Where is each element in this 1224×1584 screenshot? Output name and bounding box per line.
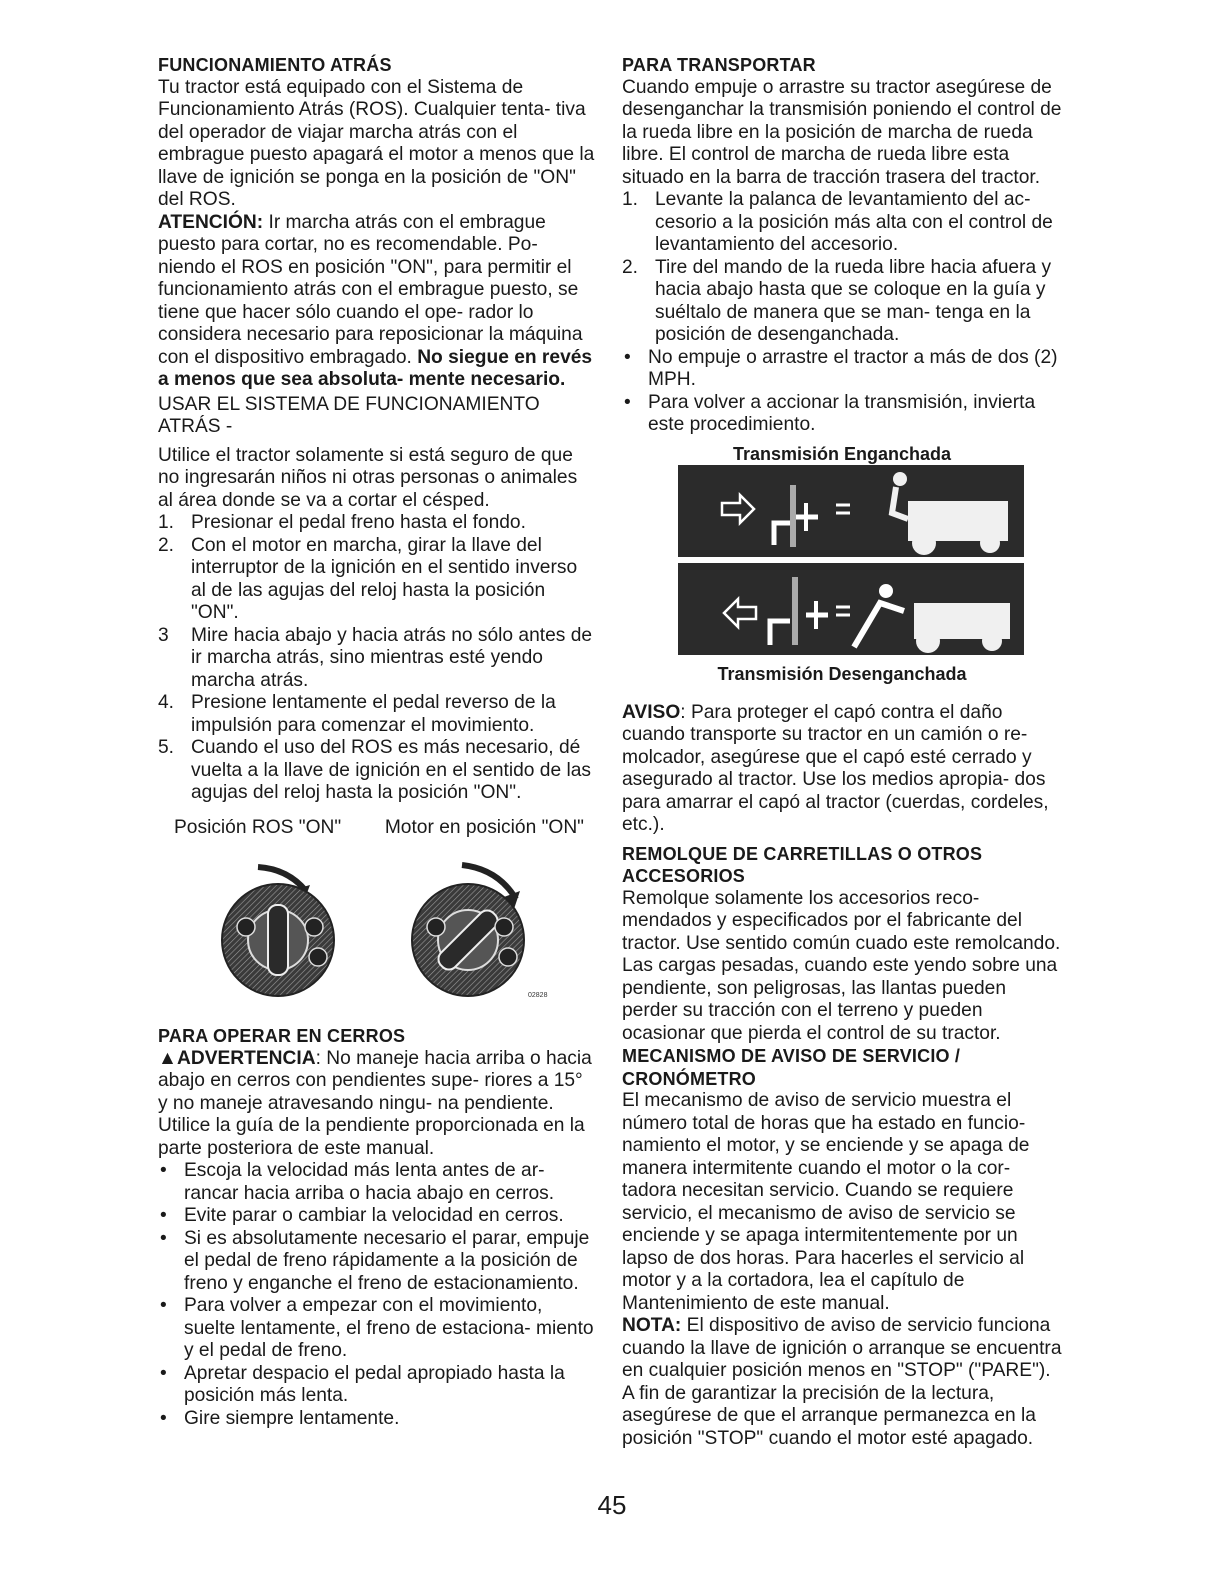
paragraph-aviso — [622, 702, 1062, 837]
paragraph-nota — [622, 1315, 1062, 1450]
engaged-illustration — [678, 465, 1024, 557]
heading-para-transportar: PARA TRANSPORTAR — [622, 55, 816, 75]
step-number: 2. — [158, 534, 175, 556]
bullet-text: Evite parar o cambiar la velocidad en cerros. — [184, 1205, 564, 1226]
step-number: 1. — [158, 512, 175, 533]
page-number: 45 — [597, 1490, 627, 1520]
paragraph-atencion — [158, 212, 596, 392]
warning-triangle-icon: ▲ — [158, 1047, 177, 1069]
list-item — [622, 392, 1062, 437]
list-item — [158, 1160, 596, 1205]
list-item — [158, 512, 596, 535]
list-item — [158, 1363, 596, 1408]
step-text: Levante la palanca de levantamiento del ac- cesorio a la posición más alta con el control de levantamiento del accesorio. — [655, 189, 1053, 255]
paragraph-advertencia — [158, 1048, 596, 1161]
list-item — [158, 1228, 596, 1296]
bullet-icon: • — [160, 1295, 167, 1316]
aviso-label: AVISO — [622, 701, 681, 723]
bullet-text: Para volver a empezar con el movimiento, suelte lentamente, el freno de estaciona- miento y el pedal de freno. — [184, 1295, 594, 1361]
step-number: 4. — [158, 692, 175, 713]
bullet-text: Gire siempre lentamente. — [184, 1407, 400, 1429]
caption-motor-on: Motor en posición "ON" — [384, 816, 584, 838]
list-item — [622, 257, 1062, 347]
heading-funcionamiento-atras: FUNCIONAMIENTO ATRÁS — [158, 55, 392, 75]
steps-list-ros — [158, 512, 596, 805]
bullet-icon: • — [624, 346, 631, 368]
figure-code: 02828 — [528, 992, 548, 999]
transmission-engaged-panel — [678, 465, 1024, 557]
step-text: Presione lentamente el pedal reverso de la impulsión para comenzar el movimiento. — [191, 692, 556, 736]
heading-remolque: REMOLQUE DE CARRETILLAS O OTROS ACCESORIOS — [622, 843, 983, 886]
bullet-icon: • — [160, 1227, 167, 1249]
ignition-switch-figure — [158, 845, 596, 1015]
step-number: 1. — [622, 189, 639, 210]
bullet-icon: • — [160, 1362, 167, 1384]
list-item — [622, 189, 1062, 257]
bullet-text: Escoja la velocidad más lenta antes de ar- rancar hacia arriba o hacia abajo en cerros. — [184, 1160, 555, 1204]
paragraph-remolque: Remolque solamente los accesorios reco- mendados y especificados por el fabricante del tractor. Use sentido común cuado este remolcando. Las cargas pesadas, cuando este yendo sobre una pendiente, son peligrosas, las llantas pueden perder su tracción con el terreno y pueden ocasionar que pierda el control de su tractor. — [622, 887, 1061, 1044]
disengaged-illustration — [678, 563, 1024, 655]
step-number: 5. — [158, 737, 175, 758]
list-item — [158, 625, 596, 693]
paragraph-transportar: Cuando empuje o arrastre su tractor asegúrese de desenganchar la transmisión poniendo el control de la rueda libre en la posición de marcha de rueda libre. El control de marcha de rueda libre esta situado en la barra de tracción trasera del tractor. — [622, 76, 1062, 188]
subheading-usar-sistema: USAR EL SISTEMA DE FUNCIONAMIENTO ATRÁS - — [158, 393, 540, 437]
bullet-icon: • — [160, 1205, 167, 1226]
left-column — [158, 54, 596, 1430]
caption-transmision-enganchada: Transmisión Enganchada — [732, 443, 952, 464]
steps-list-transport — [622, 189, 1062, 347]
bullet-text: Apretar despacio el pedal apropiado hasta la posición más lenta. — [184, 1362, 565, 1406]
atencion-label: ATENCIÓN: — [158, 211, 264, 233]
ignition-switch-illustration — [158, 845, 596, 1015]
nota-label: NOTA: — [622, 1315, 682, 1336]
list-item — [158, 692, 596, 737]
nota-text: El dispositivo de aviso de servicio funciona cuando la llave de ignición o arranque se encuentra en cualquier posición menos en "STOP" ("PARE"). A fin de garantizar la precisión de la lectura, asegúrese de que el arranque permanezca en la posición "STOP" cuando el motor esté apagado. — [622, 1315, 1062, 1449]
bullets-list-transport — [622, 347, 1062, 437]
step-number: 2. — [622, 256, 639, 278]
paragraph-ros-intro: Tu tractor está equipado con el Sistema de Funcionamiento Atrás (ROS). Cualquier tenta- tiva del operador de viajar marcha atrás con el embrague puesto apagará el motor a menos que la llave de ignición se ponga en la posición de "ON" del ROS. — [158, 76, 595, 210]
step-text: Cuando el uso del ROS es más necesario, dé vuelta a la llave de ignición en el sentido de las agujas del reloj hasta la posición "ON". — [191, 737, 592, 803]
bullet-text: No empuje o arrastre el tractor a más de dos (2) MPH. — [648, 346, 1058, 390]
bullet-text: Si es absolutamente necesario el parar, empuje el pedal de freno rápidamente a la posición de freno y enganche el freno de estacionamiento. — [184, 1227, 590, 1294]
advertencia-text: : No maneje hacia arriba o hacia abajo en cerros con pendientes supe- riores a 15° y no maneje atravesando ningu- na pendiente. Utilice la guía de la pendiente proporcionada en la parte posteriora de este manual. — [158, 1047, 592, 1159]
list-item — [158, 535, 596, 625]
aviso-text: : Para proteger el capó contra el daño cuando transporte su tractor en un camión o re- molcador, asegúrese que el capó esté cerrado y asegurado al tractor. Use los medios apropia- dos para amarrar el capó al tractor (cuerdas, cordeles, etc.). — [622, 701, 1049, 835]
ignition-figure-captions — [158, 817, 596, 840]
list-item — [622, 347, 1062, 392]
bullet-text: Para volver a accionar la transmisión, invierta este procedimiento. — [648, 391, 1036, 435]
bullet-icon: • — [160, 1160, 167, 1181]
step-text: Presionar el pedal freno hasta el fondo. — [191, 512, 526, 533]
bullets-list-cerros — [158, 1160, 596, 1430]
list-item — [158, 1295, 596, 1363]
transmission-disengaged-panel — [678, 563, 1024, 655]
right-column — [622, 54, 1062, 1450]
list-item — [158, 737, 596, 805]
bullet-icon: • — [160, 1407, 167, 1429]
heading-mecanismo-aviso: MECANISMO DE AVISO DE SERVICIO / CRONÓMETRO — [622, 1046, 961, 1089]
paragraph-utilice-tractor: Utilice el tractor solamente si está seguro de que no ingresarán niños ni otras personas o animales al área donde se va a cortar el césped. — [158, 444, 578, 511]
list-item — [158, 1408, 596, 1431]
step-number: 3 — [158, 624, 169, 646]
paragraph-mecanismo: El mecanismo de aviso de servicio muestra el número total de horas que ha estado en funcio- namiento el motor, y se enciende y se apaga de manera intermitente cuando el motor o la cor- tadora necesitan servicio. Cuando se requiere servicio, el mecanismo de aviso de servicio se enciende y se apaga intermitentemente por un lapso de dos horas. Para hacerles el servicio al motor y a la cortadora, lea el capítulo de Mantenimiento de este manual. — [622, 1090, 1030, 1314]
atencion-bold-text: No siegue en revés a menos que sea absoluta- mente necesario. — [158, 346, 593, 390]
atencion-text: Ir marcha atrás con el embrague puesto para cortar, no es recomendable. Po- niendo el ROS en posición "ON", para permitir el funcionamiento atrás con el embrague puesto, se tiene que hacer sólo cuando el ope- rador lo considera necesario para reposicionar la máquina con el dispositivo embragado. — [158, 211, 583, 368]
caption-transmision-desenganchada: Transmisión Desenganchada — [717, 664, 967, 684]
step-text: Con el motor en marcha, girar la llave del interruptor de la ignición en el sentido inverso al de las agujas del reloj hasta la posición "ON". — [191, 534, 578, 623]
bullet-icon: • — [624, 391, 631, 413]
step-text: Mire hacia abajo y hacia atrás no sólo antes de ir marcha atrás, sino mientras esté yendo marcha atrás. — [191, 624, 593, 691]
caption-ros-on: Posición ROS "ON" — [174, 816, 342, 838]
step-text: Tire del mando de la rueda libre hacia afuera y hacia abajo hasta que se coloque en la guía y suéltalo de manera que se man- tenga en la posición de desenganchada. — [655, 256, 1052, 345]
heading-para-operar-en-cerros: PARA OPERAR EN CERROS — [158, 1026, 406, 1046]
list-item — [158, 1205, 596, 1228]
advertencia-label: ADVERTENCIA — [177, 1047, 316, 1069]
